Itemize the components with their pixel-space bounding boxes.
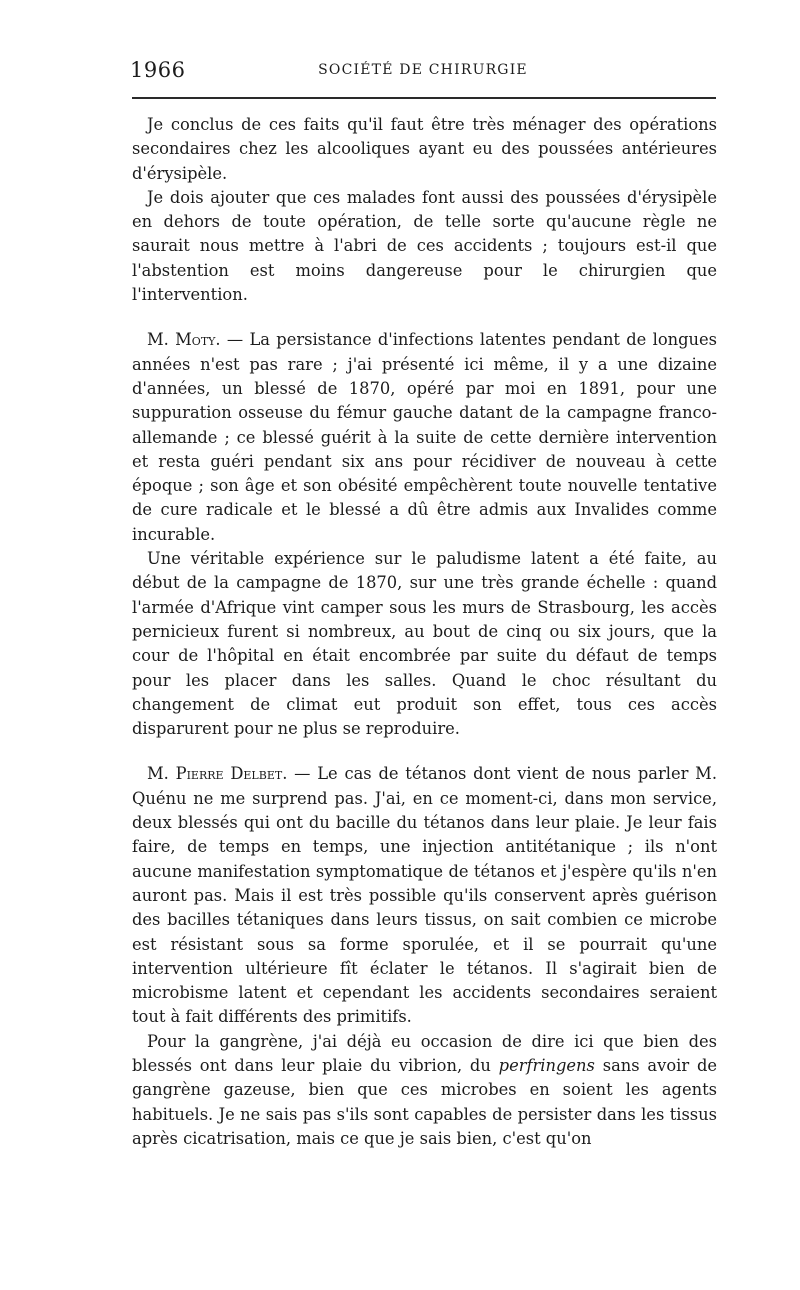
section-gap bbox=[132, 741, 717, 762]
paragraph: Je dois ajouter que ces malades font aussi des poussées d'érysipèle en dehors de toute opération, de telle sorte qu'aucune règle ne saurait nous mettre à l'abri de ces accidents ; toujours est-il que l'abstention est moins dangereuse pour le chirurgien que l'intervention. bbox=[132, 187, 717, 305]
speech-text: — Le cas de tétanos dont vient de nous parler M. Quénu ne me surprend pas. J'ai, en ce moment-ci, dans mon service, deux blessés qui ont du bacille du tétanos dans leur plaie. Je leur fais faire, de temps en temps, une injection antitétanique ; ils n'ont aucune manifestation symptomatique de tétanos et j'espère qu'ils n'en auront pas. Mais il est très possible qu'ils conservent après guérison des bacilles tétaniques dans leurs tissus, on sait combien ce microbe est résistant sous sa forme sporulée, et il se pourrait qu'une intervention ultérieure fît éclater le tétanos. Il s'agirait bien de microbisme latent et cependant les accidents secondaires seraient tout à fait différents des primitifs. bbox=[132, 764, 718, 1027]
speaker-name: M. Moty. bbox=[147, 330, 221, 350]
italic-term: perfringens bbox=[498, 1055, 595, 1075]
paragraph bbox=[132, 1030, 717, 1151]
page-number: 1966 bbox=[130, 58, 186, 82]
speech-text: — La persistance d'infections latentes pendant de longues années n'est pas rare ; j'ai présenté ici même, il y a une dizaine d'années, un blessé de 1870, opéré par moi en 1891, pour une suppuration osseuse du fémur gauche datant de la campagne franco-allemande ; ce blessé guérit à la suite de cette dernière intervention et resta guéri pendant six ans pour récidiver de nouveau à cette époque ; son âge et son obésité empêchèrent toute nouvelle tentative de cure radicale et le blessé a dû être admis aux Invalides comme incurable. bbox=[132, 330, 718, 544]
speaker-name: M. Pierre Delbet. bbox=[147, 764, 288, 784]
body-text bbox=[132, 113, 717, 1151]
paragraph-text: Pour la gangrène, j'ai déjà eu occasion de dire ici que bien des blessés ont dans leur plaie du vibrion, du bbox=[132, 1031, 717, 1075]
page-header bbox=[130, 58, 716, 88]
running-title: SOCIÉTÉ DE CHIRURGIE bbox=[318, 62, 528, 78]
speech-paragraph bbox=[132, 762, 717, 1029]
section-gap bbox=[132, 307, 717, 328]
header-rule bbox=[132, 97, 716, 99]
paragraph: Je conclus de ces faits qu'il faut être très ménager des opérations secondaires chez les alcooliques ayant eu des poussées antérieures d'érysipèle. bbox=[132, 115, 717, 183]
paragraph: Une véritable expérience sur le paludisme latent a été faite, au début de la campagne de 1870, sur une très grande échelle : quand l'armée d'Afrique vint camper sous les murs de Strasbourg, les accès pernicieux furent si nombreux, au bout de cinq ou six jours, que la cour de l'hôpital en était encombrée par suite du défaut de temps pour les placer dans les salles. Quand le choc résultant du changement de climat eut produit son effet, tous ces accès disparurent pour ne plus se reproduire. bbox=[132, 549, 717, 739]
speech-paragraph bbox=[132, 328, 717, 547]
paragraph-text: sans avoir de gangrène gazeuse, bien que ces microbes en soient les agents habituels. Je ne sais pas s'ils sont capables de persister dans les tissus après cicatrisation, mais ce que je sais bien, c'est qu'on bbox=[132, 1055, 717, 1148]
